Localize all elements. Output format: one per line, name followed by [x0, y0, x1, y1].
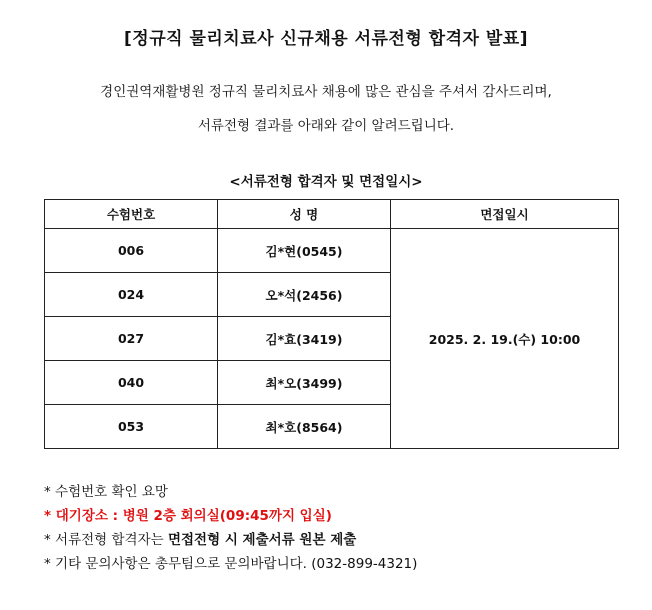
header-name: 성 명 [218, 200, 391, 229]
results-table [44, 199, 619, 449]
table-caption: <서류전형 합격자 및 면접일시> [229, 174, 423, 190]
cell-name: 김*현(0545) [218, 229, 391, 273]
cell-name: 오*석(2456) [218, 273, 391, 317]
cell-number: 006 [45, 229, 218, 273]
note-documents-prefix: * 서류전형 합격자는 [44, 532, 168, 548]
cell-number: 040 [45, 361, 218, 405]
notes-list [44, 480, 417, 576]
table-row [45, 229, 619, 273]
note-waiting-place: * 대기장소 : 병원 2층 회의실(09:45까지 입실) [44, 508, 332, 524]
note-contact: * 기타 문의사항은 총무팀으로 문의바랍니다. (032-899-4321) [44, 556, 418, 572]
cell-number: 027 [45, 317, 218, 361]
header-interview: 면접일시 [391, 200, 619, 229]
page-title: [정규직 물리치료사 신규채용 서류전형 합격자 발표] [124, 29, 528, 49]
cell-name: 김*효(3419) [218, 317, 391, 361]
intro-line-2: 서류전형 결과를 아래와 같이 알려드립니다. [197, 118, 455, 134]
note-documents [44, 528, 417, 552]
cell-name: 최*오(3499) [218, 361, 391, 405]
cell-name: 최*호(8564) [218, 405, 391, 449]
table-header-row [45, 200, 619, 229]
intro-line-1: 경인권역재활병원 정규직 물리치료사 채용에 많은 관심을 주셔서 감사드리며, [100, 84, 552, 100]
cell-number: 024 [45, 273, 218, 317]
note-check-number: * 수험번호 확인 요망 [44, 484, 168, 500]
cell-number: 053 [45, 405, 218, 449]
header-number: 수험번호 [45, 200, 218, 229]
note-documents-emphasis: 면접전형 시 제출서류 원본 제출 [167, 532, 357, 548]
cell-interview-datetime: 2025. 2. 19.(수) 10:00 [391, 229, 619, 449]
